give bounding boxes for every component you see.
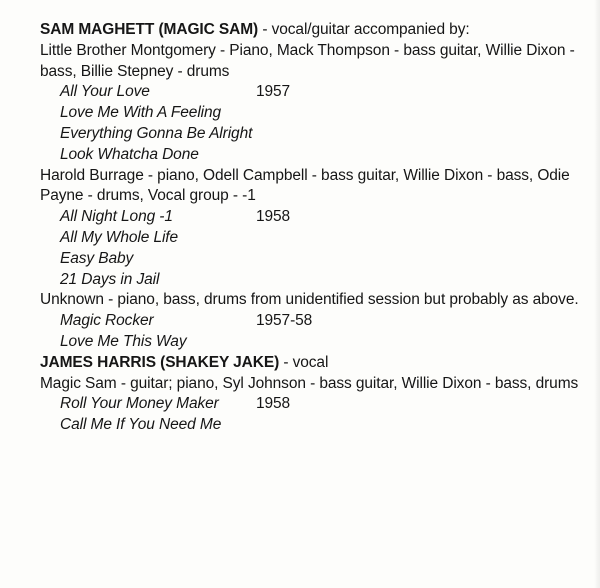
- track-row: [40, 82, 580, 103]
- track-row: [40, 103, 580, 124]
- track-year: 1957: [256, 83, 291, 101]
- personnel-line: Unknown - piano, bass, drums from unidentified session but probably as above.: [40, 291, 579, 309]
- track-row: [40, 311, 580, 332]
- track-title: All Night Long -1: [60, 208, 173, 226]
- artist-role: - vocal: [279, 353, 329, 371]
- track-title: 21 Days in Jail: [60, 270, 160, 288]
- track-row: [40, 124, 580, 145]
- track-row: [40, 207, 580, 228]
- artist-name: SAM MAGHETT (MAGIC SAM): [40, 21, 259, 38]
- track-title: Everything Gonna Be Alright: [60, 124, 253, 142]
- artist-heading: [40, 20, 580, 41]
- scan-edge-shadow: [594, 0, 600, 588]
- track-title: Love Me This Way: [60, 332, 187, 350]
- track-title: All My Whole Life: [60, 228, 179, 246]
- track-row: [40, 415, 580, 436]
- track-row: [40, 394, 580, 415]
- track-year: 1958: [256, 395, 291, 413]
- track-row: [40, 249, 580, 270]
- track-row: [40, 270, 580, 291]
- track-row: [40, 332, 580, 353]
- track-row: [40, 228, 580, 249]
- track-title: Easy Baby: [60, 249, 134, 267]
- track-year: 1957-58: [256, 312, 313, 330]
- track-title: Love Me With A Feeling: [60, 104, 222, 122]
- track-title: Roll Your Money Maker: [60, 395, 219, 413]
- artist-name: JAMES HARRIS (SHAKEY JAKE): [40, 353, 280, 371]
- personnel-line: Harold Burrage - piano, Odell Campbell - bass guitar, Willie Dixon - bass, Odie Payne - drums, Vocal group - -1: [40, 166, 570, 205]
- artist-role: - vocal/guitar accompanied by:: [258, 21, 470, 38]
- personnel-line: Magic Sam - guitar; piano, Syl Johnson - bass guitar, Willie Dixon - bass, drums: [40, 374, 579, 392]
- track-row: [40, 145, 580, 166]
- track-title: Look Whatcha Done: [60, 145, 199, 163]
- track-title: All Your Love: [60, 83, 150, 101]
- track-title: Magic Rocker: [60, 312, 154, 330]
- artist-heading: [40, 353, 580, 374]
- personnel-line: Little Brother Montgomery - Piano, Mack Thompson - bass guitar, Willie Dixon - bass, Billie Stepney - drums: [40, 41, 575, 80]
- track-year: 1958: [256, 208, 291, 226]
- track-title: Call Me If You Need Me: [60, 416, 222, 434]
